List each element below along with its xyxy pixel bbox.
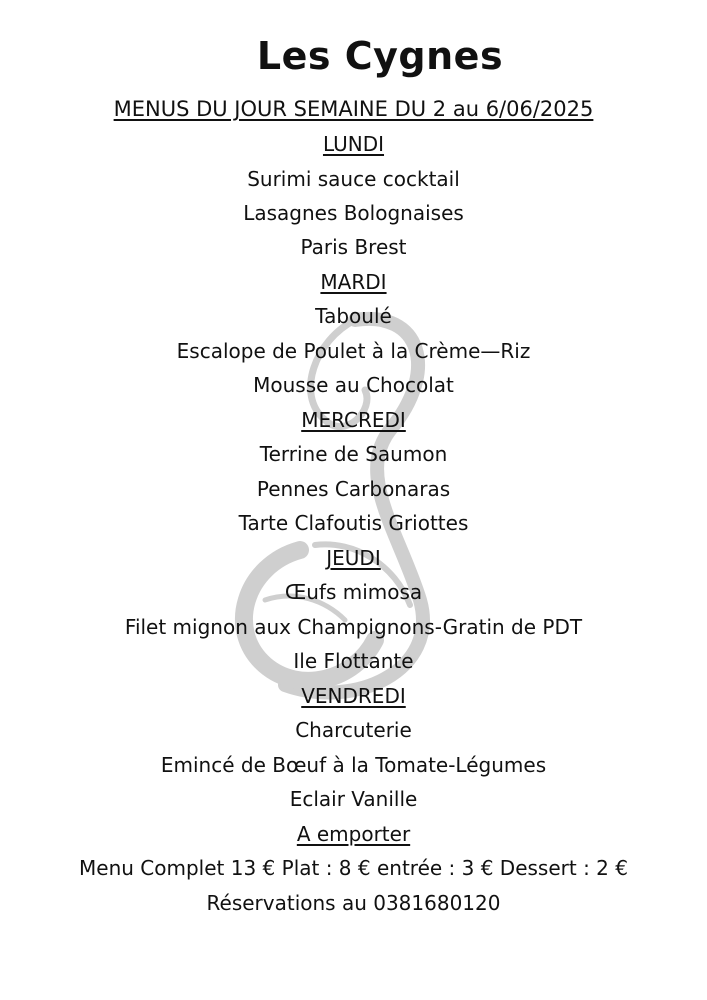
dish-item: Emincé de Bœuf à la Tomate-Légumes xyxy=(160,753,547,777)
dish-item: Escalope de Poulet à la Crème—Riz xyxy=(176,339,531,363)
dish-item: Eclair Vanille xyxy=(289,787,418,811)
dish-item: Terrine de Saumon xyxy=(259,442,448,466)
day-heading-monday: LUNDI xyxy=(322,132,385,156)
dish-item: Surimi sauce cocktail xyxy=(247,167,460,191)
dish-item: Tarte Clafoutis Griottes xyxy=(238,511,469,535)
dish-item: Charcuterie xyxy=(295,718,412,742)
takeaway-prices: Menu Complet 13 € Plat : 8 € entrée : 3 € Dessert : 2 € xyxy=(79,856,628,880)
menu-week-heading: MENUS DU JOUR SEMAINE DU 2 au 6/06/2025 xyxy=(113,97,594,121)
dish-item: Filet mignon aux Champignons-Gratin de PDT xyxy=(124,615,583,639)
restaurant-title: Les Cygnes xyxy=(256,34,504,78)
day-heading-wednesday: MERCREDI xyxy=(301,408,406,432)
dish-item: Mousse au Chocolat xyxy=(253,373,454,397)
day-heading-tuesday: MARDI xyxy=(320,270,387,294)
dish-item: Lasagnes Bolognaises xyxy=(243,201,464,225)
dish-item: Pennes Carbonaras xyxy=(256,477,451,501)
dish-item: Œufs mimosa xyxy=(284,580,423,604)
day-heading-friday: VENDREDI xyxy=(301,684,406,708)
dish-item: Ile Flottante xyxy=(293,649,414,673)
takeaway-heading: A emporter xyxy=(296,822,411,846)
reservation-phone: Réservations au 0381680120 xyxy=(206,891,501,915)
dish-item: Paris Brest xyxy=(300,235,407,259)
dish-item: Taboulé xyxy=(315,304,392,328)
day-heading-thursday: JEUDI xyxy=(326,546,381,570)
